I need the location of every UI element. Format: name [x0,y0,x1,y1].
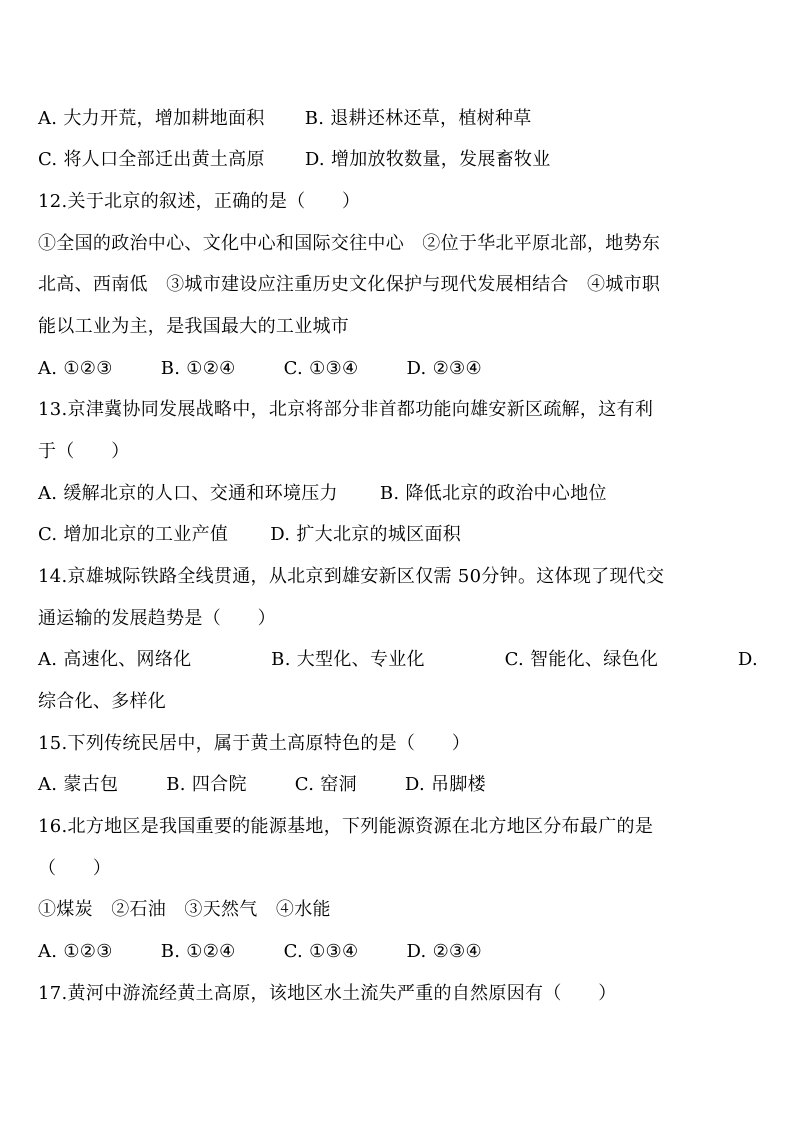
q16-stem-line2: （ ） [38,858,112,879]
q15-options [38,772,758,798]
q14-option-d-label: D. [737,649,758,670]
q13-options-row2 [38,522,758,548]
q15-option-c: C. 窑洞 [294,774,357,795]
q12-option-d: D. ②③④ [406,358,482,379]
q15-option-d: D. 吊脚楼 [404,774,486,795]
q13-options-row1 [38,481,758,507]
q14-options-row2 [38,689,758,715]
q12-statements-line2: 北高、西南低 ③城市建设应注重历史文化保护与现代发展相结合 ④城市职 [38,274,661,295]
q11-option-a: A. 大力开荒，增加耕地面积 [38,108,265,129]
q15-option-a: A. 蒙古包 [38,774,119,795]
q11-options-row2 [38,147,758,173]
q15-stem: 15.下列传统民居中，属于黄土高原特色的是（ ） [38,733,471,754]
q13-option-d: D. 扩大北京的城区面积 [270,524,462,545]
q12-stem: 12.关于北京的叙述，正确的是（ ） [38,191,361,212]
q12-statements-line3: 能以工业为主，是我国最大的工业城市 [38,316,350,337]
q12-statements-line1: ①全国的政治中心、文化中心和国际交往中心 ②位于华北平原北部，地势东 [38,233,661,254]
q16-statements: ①煤炭 ②石油 ③天然气 ④水能 [38,899,331,920]
q13-option-a: A. 缓解北京的人口、交通和环境压力 [38,483,338,504]
q13-stem-line2: 于（ ） [38,441,130,462]
q13-stem-line1: 13.京津冀协同发展战略中，北京将部分非首都功能向雄安新区疏解，这有利 [38,399,654,420]
q14-options-row1 [38,647,758,673]
q16-option-a: A. ①②③ [38,941,113,962]
q15-option-b: B. 四合院 [166,774,247,795]
q12-options [38,356,758,382]
q16-option-c: C. ①③④ [283,941,359,962]
q11-options-row1 [38,106,758,132]
q12-option-b: B. ①②④ [160,358,236,379]
q16-stem-line1: 16.北方地区是我国重要的能源基地，下列能源资源在北方地区分布最广的是 [38,816,654,837]
q13-option-b: B. 降低北京的政治中心地位 [379,483,607,504]
q16-option-d: D. ②③④ [406,941,482,962]
q16-options [38,939,758,965]
q14-option-d-text: 综合化、多样化 [38,691,167,712]
q14-stem-line2: 通运输的发展趋势是（ ） [38,608,276,629]
q14-stem-line1: 14.京雄城际铁路全线贯通，从北京到雄安新区仅需 50分钟。这体现了现代交 [38,566,665,587]
q14-option-b: B. 大型化、专业化 [271,649,425,670]
q16-option-b: B. ①②④ [160,941,236,962]
q14-option-c: C. 智能化、绿色化 [504,649,659,670]
q11-option-d: D. 增加放牧数量，发展畜牧业 [304,149,551,170]
q12-option-c: C. ①③④ [283,358,359,379]
q12-option-a: A. ①②③ [38,358,113,379]
q13-option-c: C. 增加北京的工业产值 [38,524,229,545]
q11-option-c: C. 将人口全部迁出黄土高原 [38,149,265,170]
q17-stem: 17.黄河中游流经黄土高原，该地区水土流失严重的自然原因有（ ） [38,983,617,1004]
q11-option-b: B. 退耕还林还草，植树种草 [304,108,532,129]
q14-option-a: A. 高速化、网络化 [38,649,192,670]
